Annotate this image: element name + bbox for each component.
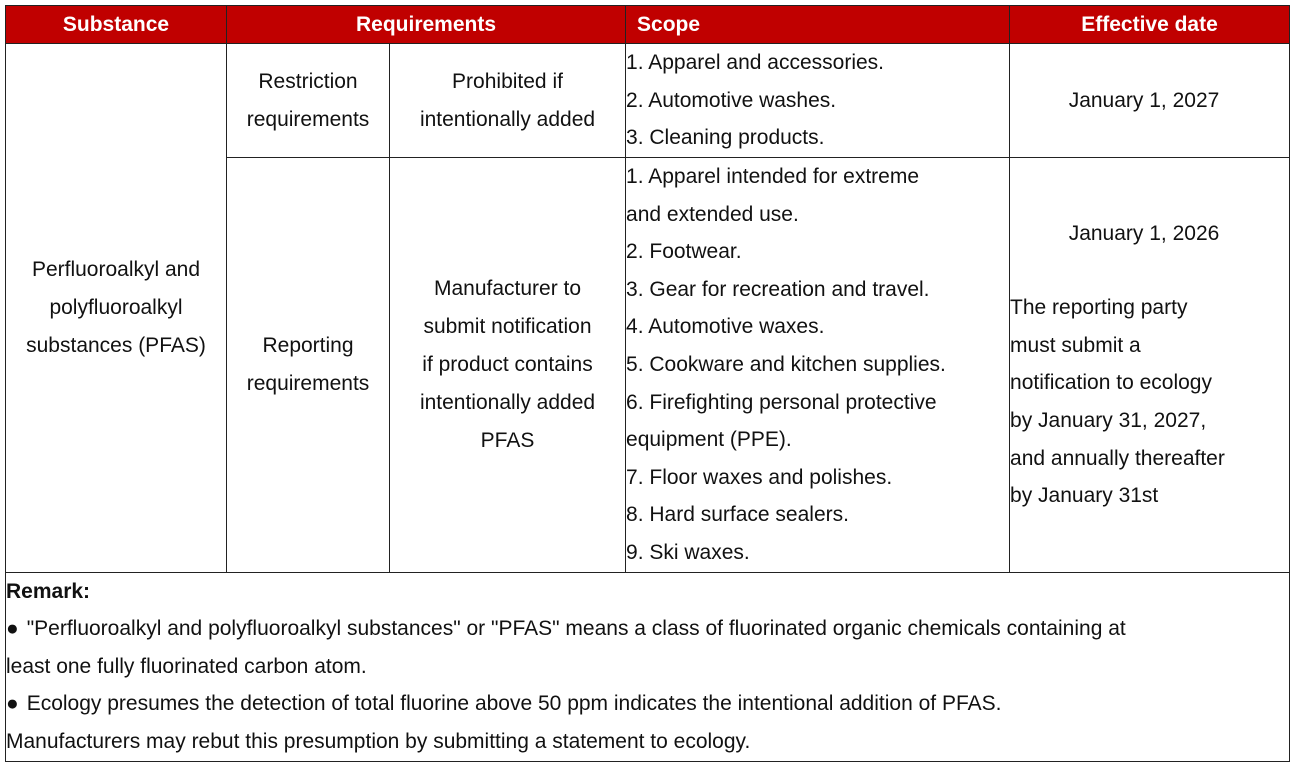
scope-item: 6. Firefighting personal protective — [626, 390, 937, 414]
header-requirements: Requirements — [227, 6, 626, 44]
remark-row — [6, 572, 1290, 761]
reporting-scope-cell — [626, 158, 1010, 573]
restriction-effective-cell — [1010, 44, 1290, 158]
reporting-note-line: The reporting party — [1010, 296, 1188, 320]
substance-cell — [6, 44, 227, 573]
scope-item: 9. Ski waxes. — [626, 540, 750, 564]
spacer — [1010, 252, 1289, 289]
bullet-icon: ● — [6, 692, 19, 716]
scope-item: 8. Hard surface sealers. — [626, 503, 849, 527]
bullet-icon: ● — [6, 617, 19, 641]
restriction-type-cell — [227, 44, 390, 158]
restriction-type-line: Restriction — [258, 69, 358, 93]
remark-text: Manufacturers may rebut this presumption by submitting a statement to ecology. — [6, 729, 751, 753]
scope-item: 3. Cleaning products. — [626, 126, 825, 150]
reporting-note-line: and annually thereafter — [1010, 446, 1225, 470]
scope-item: 3. Gear for recreation and travel. — [626, 277, 930, 301]
remark-text: "Perfluoroalkyl and polyfluoroalkyl substances" or "PFAS" means a class of fluorinated organic chemicals containing at — [26, 617, 1126, 641]
pfas-requirements-table — [5, 5, 1290, 762]
restriction-detail-line: intentionally added — [419, 107, 596, 131]
remark-cell — [6, 572, 1290, 761]
remark-item — [6, 685, 1289, 723]
restriction-row — [6, 44, 1290, 158]
reporting-effective-date: January 1, 2026 — [1068, 221, 1220, 245]
reporting-detail-line: PFAS — [480, 428, 535, 452]
header-effective-date: Effective date — [1010, 6, 1290, 44]
scope-item: 4. Automotive waxes. — [626, 315, 825, 339]
restriction-type-line: requirements — [246, 107, 370, 131]
scope-item: and extended use. — [626, 202, 799, 226]
scope-item: 2. Footwear. — [626, 240, 742, 264]
reporting-note-line: by January 31, 2027, — [1010, 409, 1207, 433]
header-substance: Substance — [6, 6, 227, 44]
reporting-detail-line: Manufacturer to — [433, 276, 582, 300]
reporting-type-cell — [227, 158, 390, 573]
reporting-detail-line: submit notification — [423, 314, 592, 338]
scope-item: 1. Apparel intended for extreme — [626, 165, 920, 188]
reporting-detail-cell — [390, 158, 626, 573]
reporting-note-line: notification to ecology — [1010, 371, 1212, 395]
substance-line: polyfluoroalkyl — [49, 295, 183, 319]
reporting-type-line: Reporting — [262, 333, 354, 357]
scope-item: 5. Cookware and kitchen supplies. — [626, 352, 946, 376]
scope-item: 7. Floor waxes and polishes. — [626, 465, 893, 489]
remark-text: Ecology presumes the detection of total fluorine above 50 ppm indicates the intentional addition of PFAS. — [26, 692, 1002, 716]
scope-item: equipment (PPE). — [626, 428, 792, 452]
reporting-type-line: requirements — [246, 371, 370, 395]
reporting-detail-line: intentionally added — [419, 390, 596, 414]
scope-item: 1. Apparel and accessories. — [626, 51, 885, 75]
header-scope: Scope — [626, 6, 1010, 44]
reporting-detail-line: if product contains — [422, 352, 593, 376]
header-row — [6, 6, 1290, 44]
reporting-note-line: by January 31st — [1010, 484, 1159, 508]
restriction-effective-date: January 1, 2027 — [1068, 88, 1220, 112]
reporting-effective-cell — [1010, 158, 1290, 573]
restriction-detail-cell — [390, 44, 626, 158]
scope-item: 2. Automotive washes. — [626, 88, 837, 112]
remark-title: Remark: — [6, 579, 91, 603]
remark-item — [6, 610, 1289, 648]
remark-text: least one fully fluorinated carbon atom. — [6, 654, 367, 678]
reporting-note-line: must submit a — [1010, 333, 1141, 357]
restriction-scope-cell — [626, 44, 1010, 158]
substance-line: Perfluoroalkyl and — [31, 257, 201, 281]
substance-line: substances (PFAS) — [26, 333, 206, 357]
restriction-detail-line: Prohibited if — [452, 69, 563, 93]
